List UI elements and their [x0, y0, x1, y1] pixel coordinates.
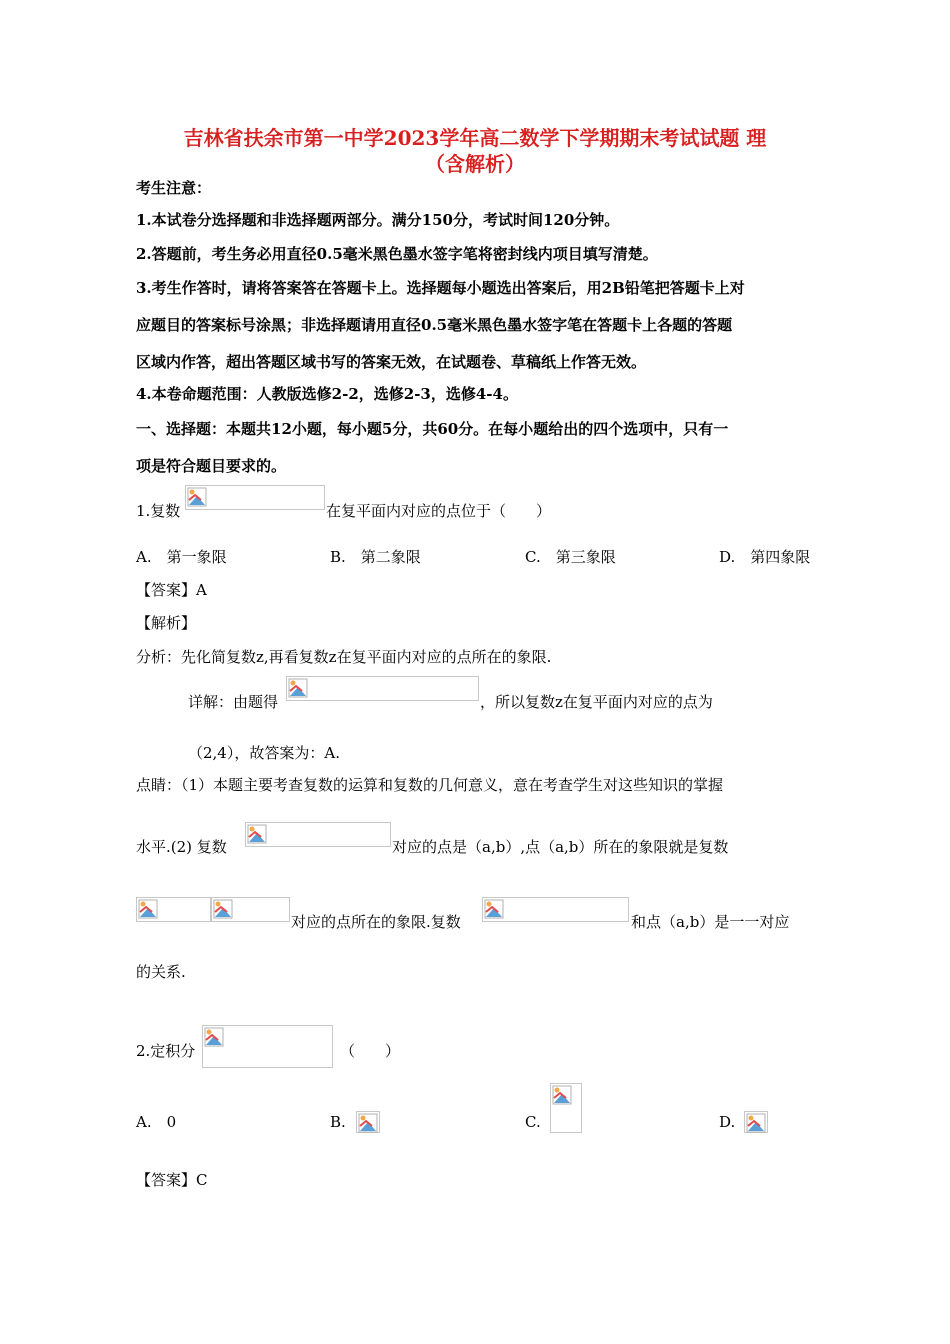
q1-dianjing-line2a: 水平.(2) 复数 — [136, 838, 227, 856]
broken-image-icon — [286, 676, 479, 701]
q1-option-d: D. 第四象限 — [719, 548, 811, 566]
q1-detail-suffix: ，所以复数z在复平面内对应的点为 — [480, 693, 713, 711]
section-heading-line1: 一、选择题：本题共12小题，每小题5分，共60分。在每小题给出的四个选项中，只有一 — [136, 420, 729, 438]
broken-image-icon — [185, 485, 325, 510]
page-title-line2: （含解析） — [425, 152, 525, 176]
notice-item-3-line2: 应题目的答案标号涂黑；非选择题请用直径0.5毫米黑色墨水签字笔在答题卡上各题的答题 — [136, 316, 733, 334]
q1-detail-prefix: 详解：由题得 — [188, 693, 279, 711]
q1-option-c: C. 第三象限 — [525, 548, 616, 566]
notice-heading: 考生注意： — [136, 179, 212, 197]
q2-option-c: C. — [525, 1113, 541, 1131]
broken-image-icon — [550, 1083, 582, 1133]
q1-option-b: B. 第二象限 — [330, 548, 421, 566]
broken-image-icon — [202, 1025, 333, 1068]
notice-item-4: 4.本卷命题范围：人教版选修2-2，选修2-3，选修4-4。 — [136, 385, 518, 403]
q1-dianjing-line3b: 和点（a,b）是一一对应 — [631, 913, 790, 931]
q2-option-a: A. 0 — [136, 1113, 177, 1131]
broken-image-icon — [245, 822, 391, 847]
notice-item-1: 1.本试卷分选择题和非选择题两部分。满分150分，考试时间120分钟。 — [136, 211, 620, 229]
q1-option-a: A. 第一象限 — [136, 548, 227, 566]
q2-option-d: D. — [719, 1113, 736, 1131]
q1-suffix: 在复平面内对应的点位于（ ） — [326, 502, 552, 520]
q1-fenxi: 分析：先化简复数z,再看复数z在复平面内对应的点所在的象限. — [136, 648, 552, 666]
q2-answer: 【答案】C — [136, 1171, 208, 1189]
q1-dianjing-line4: 的关系. — [136, 963, 186, 981]
q1-detail-line2: （2,4），故答案为：A. — [188, 744, 340, 762]
notice-item-3-line3: 区域内作答，超出答题区域书写的答案无效，在试题卷、草稿纸上作答无效。 — [136, 353, 647, 371]
q1-dianjing-line1: 点睛：（1）本题主要考查复数的运算和复数的几何意义，意在考查学生对这些知识的掌握 — [136, 776, 724, 794]
broken-image-icon — [356, 1111, 380, 1133]
broken-image-icon — [744, 1111, 768, 1133]
q2-prefix: 2.定积分 — [136, 1042, 196, 1060]
q1-answer: 【答案】A — [136, 581, 207, 599]
section-heading-line2: 项是符合题目要求的。 — [136, 457, 287, 475]
page-title-line1: 吉林省扶余市第一中学2023学年高二数学下学期期末考试试题 理 — [183, 126, 767, 150]
broken-image-icon — [211, 897, 290, 922]
q2-option-b: B. — [330, 1113, 346, 1131]
q1-dianjing-line3a: 对应的点所在的象限.复数 — [291, 913, 461, 931]
notice-item-3-line1: 3.考生作答时，请将答案答在答题卡上。选择题每小题选出答案后，用2B铅笔把答题卡上对 — [136, 279, 745, 297]
q1-prefix: 1.复数 — [136, 502, 181, 520]
q1-analysis-label: 【解析】 — [136, 614, 197, 632]
notice-item-2: 2.答题前，考生务必用直径0.5毫米黑色墨水签字笔将密封线内项目填写清楚。 — [136, 245, 658, 263]
broken-image-icon — [482, 897, 629, 922]
broken-image-icon — [136, 897, 211, 922]
q1-dianjing-line2b: 对应的点是（a,b）,点（a,b）所在的象限就是复数 — [392, 838, 729, 856]
q2-suffix: （ ） — [340, 1042, 401, 1060]
